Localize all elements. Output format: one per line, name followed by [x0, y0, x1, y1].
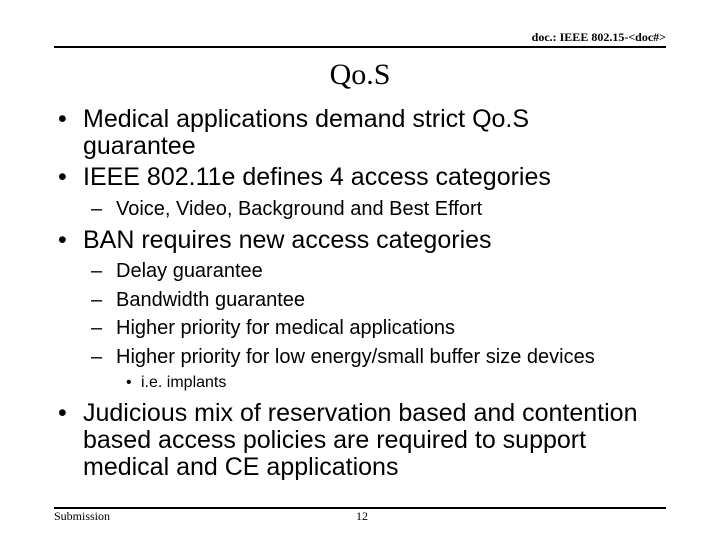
- sub-sub-bullet-text: i.e. implants: [141, 374, 227, 391]
- header-rule: [54, 46, 666, 48]
- bullet-marker: •: [58, 399, 67, 427]
- footer-submission: Submission: [54, 509, 111, 523]
- sub-bullet-text: Delay guarantee: [116, 260, 263, 282]
- bullet-text: medical and CE applications: [83, 453, 399, 481]
- sub-bullet-marker: –: [91, 289, 103, 311]
- bullet-marker: •: [58, 226, 67, 254]
- bullet-marker: •: [58, 163, 67, 191]
- sub-bullet-text: Higher priority for medical applications: [116, 317, 456, 339]
- page-number: 12: [356, 509, 368, 523]
- bullet-text: guarantee: [83, 132, 196, 160]
- sub-bullet-marker: –: [91, 317, 103, 339]
- sub-bullet-marker: –: [91, 260, 103, 282]
- bullet-text: BAN requires new access categories: [83, 226, 492, 254]
- bullet-text: IEEE 802.11e defines 4 access categories: [83, 163, 551, 191]
- bullet-text: based access policies are required to support: [83, 426, 587, 454]
- sub-bullet-text: Bandwidth guarantee: [116, 289, 306, 311]
- sub-bullet-text: Voice, Video, Background and Best Effort: [116, 198, 483, 220]
- sub-bullet-text: Higher priority for low energy/small buffer size devices: [116, 346, 595, 368]
- slide-title: Qo.S: [329, 58, 391, 91]
- doc-id: doc.: IEEE 802.15-<doc#>: [531, 30, 666, 44]
- bullet-text: Medical applications demand strict Qo.S: [83, 105, 530, 133]
- bullet-marker: •: [58, 105, 67, 133]
- sub-bullet-marker: –: [91, 198, 103, 220]
- bullet-text: Judicious mix of reservation based and contention: [83, 399, 638, 427]
- sub-sub-bullet-marker: •: [126, 374, 132, 391]
- sub-bullet-marker: –: [91, 346, 103, 368]
